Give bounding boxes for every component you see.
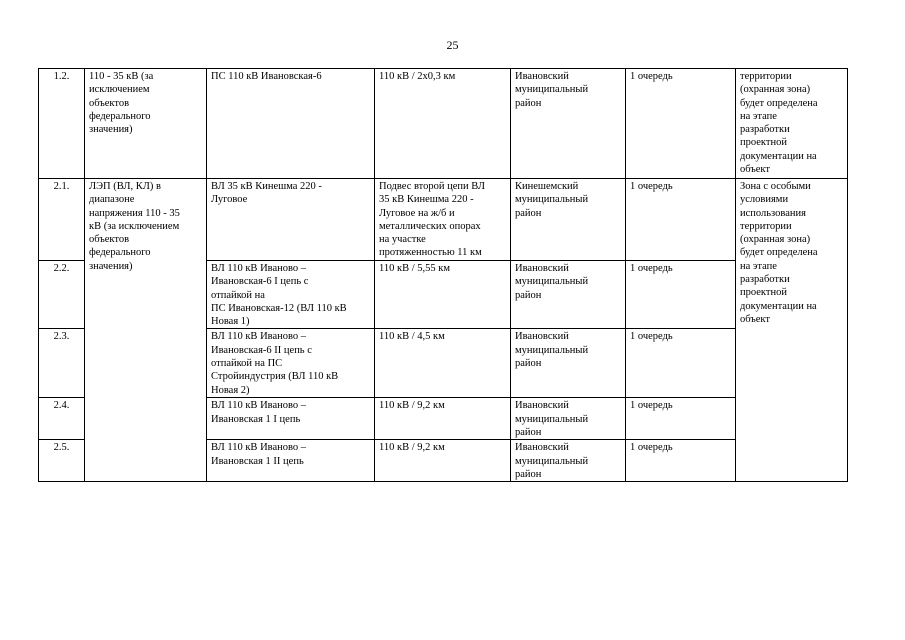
objects-table [38, 68, 848, 482]
page-number: 25 [446, 38, 459, 52]
object-parameters: 110 кВ / 4,5 км [375, 329, 511, 398]
object-location: Ивановский муниципальный район [511, 329, 626, 398]
table-row [39, 179, 848, 261]
object-parameters: Подвес второй цепи ВЛ 35 кВ Кинешма 220 - Луговое на ж/б и металлических опорах на участке протяженностью 11 км [375, 179, 511, 261]
object-name: ВЛ 110 кВ Иваново – Ивановская-6 I цепь с отпайкой на ПС Ивановская-12 (ВЛ 110 кВ Новая 1) [207, 261, 375, 329]
implementation-queue: 1 очередь [626, 329, 736, 398]
object-location: Ивановский муниципальный район [511, 440, 626, 482]
object-name: ВЛ 35 кВ Кинешма 220 - Луговое [207, 179, 375, 261]
object-parameters: 110 кВ / 5,55 км [375, 261, 511, 329]
object-name: ВЛ 110 кВ Иваново – Ивановская 1 I цепь [207, 398, 375, 440]
zone-description: территории (охранная зона) будет определена на этапе разработки проектной документации на объект [736, 69, 848, 179]
object-parameters: 110 кВ / 2х0,3 км [375, 69, 511, 179]
implementation-queue: 1 очередь [626, 261, 736, 329]
object-name: ВЛ 110 кВ Иваново – Ивановская 1 II цепь [207, 440, 375, 482]
row-number: 2.4. [39, 398, 85, 440]
object-location: Ивановский муниципальный район [511, 398, 626, 440]
object-name: ПС 110 кВ Ивановская-6 [207, 69, 375, 179]
zone-description: Зона с особыми условиями использования территории (охранная зона) будет определена на этапе разработки проектной документации на объект [736, 179, 848, 482]
row-number: 1.2. [39, 69, 85, 179]
implementation-queue: 1 очередь [626, 179, 736, 261]
row-number: 2.3. [39, 329, 85, 398]
object-location: Ивановский муниципальный район [511, 261, 626, 329]
object-parameters: 110 кВ / 9,2 км [375, 440, 511, 482]
object-type: 110 - 35 кВ (за исключением объектов федерального значения) [85, 69, 207, 179]
row-number: 2.2. [39, 261, 85, 329]
row-number: 2.5. [39, 440, 85, 482]
object-location: Ивановский муниципальный район [511, 69, 626, 179]
object-name: ВЛ 110 кВ Иваново – Ивановская-6 II цепь с отпайкой на ПС Стройиндустрия (ВЛ 110 кВ Новая 2) [207, 329, 375, 398]
row-number: 2.1. [39, 179, 85, 261]
object-type: ЛЭП (ВЛ, КЛ) в диапазоне напряжения 110 - 35 кВ (за исключением объектов федерального значения) [85, 179, 207, 482]
implementation-queue: 1 очередь [626, 69, 736, 179]
object-parameters: 110 кВ / 9,2 км [375, 398, 511, 440]
implementation-queue: 1 очередь [626, 440, 736, 482]
table-row [39, 69, 848, 179]
object-location: Кинешемский муниципальный район [511, 179, 626, 261]
implementation-queue: 1 очередь [626, 398, 736, 440]
